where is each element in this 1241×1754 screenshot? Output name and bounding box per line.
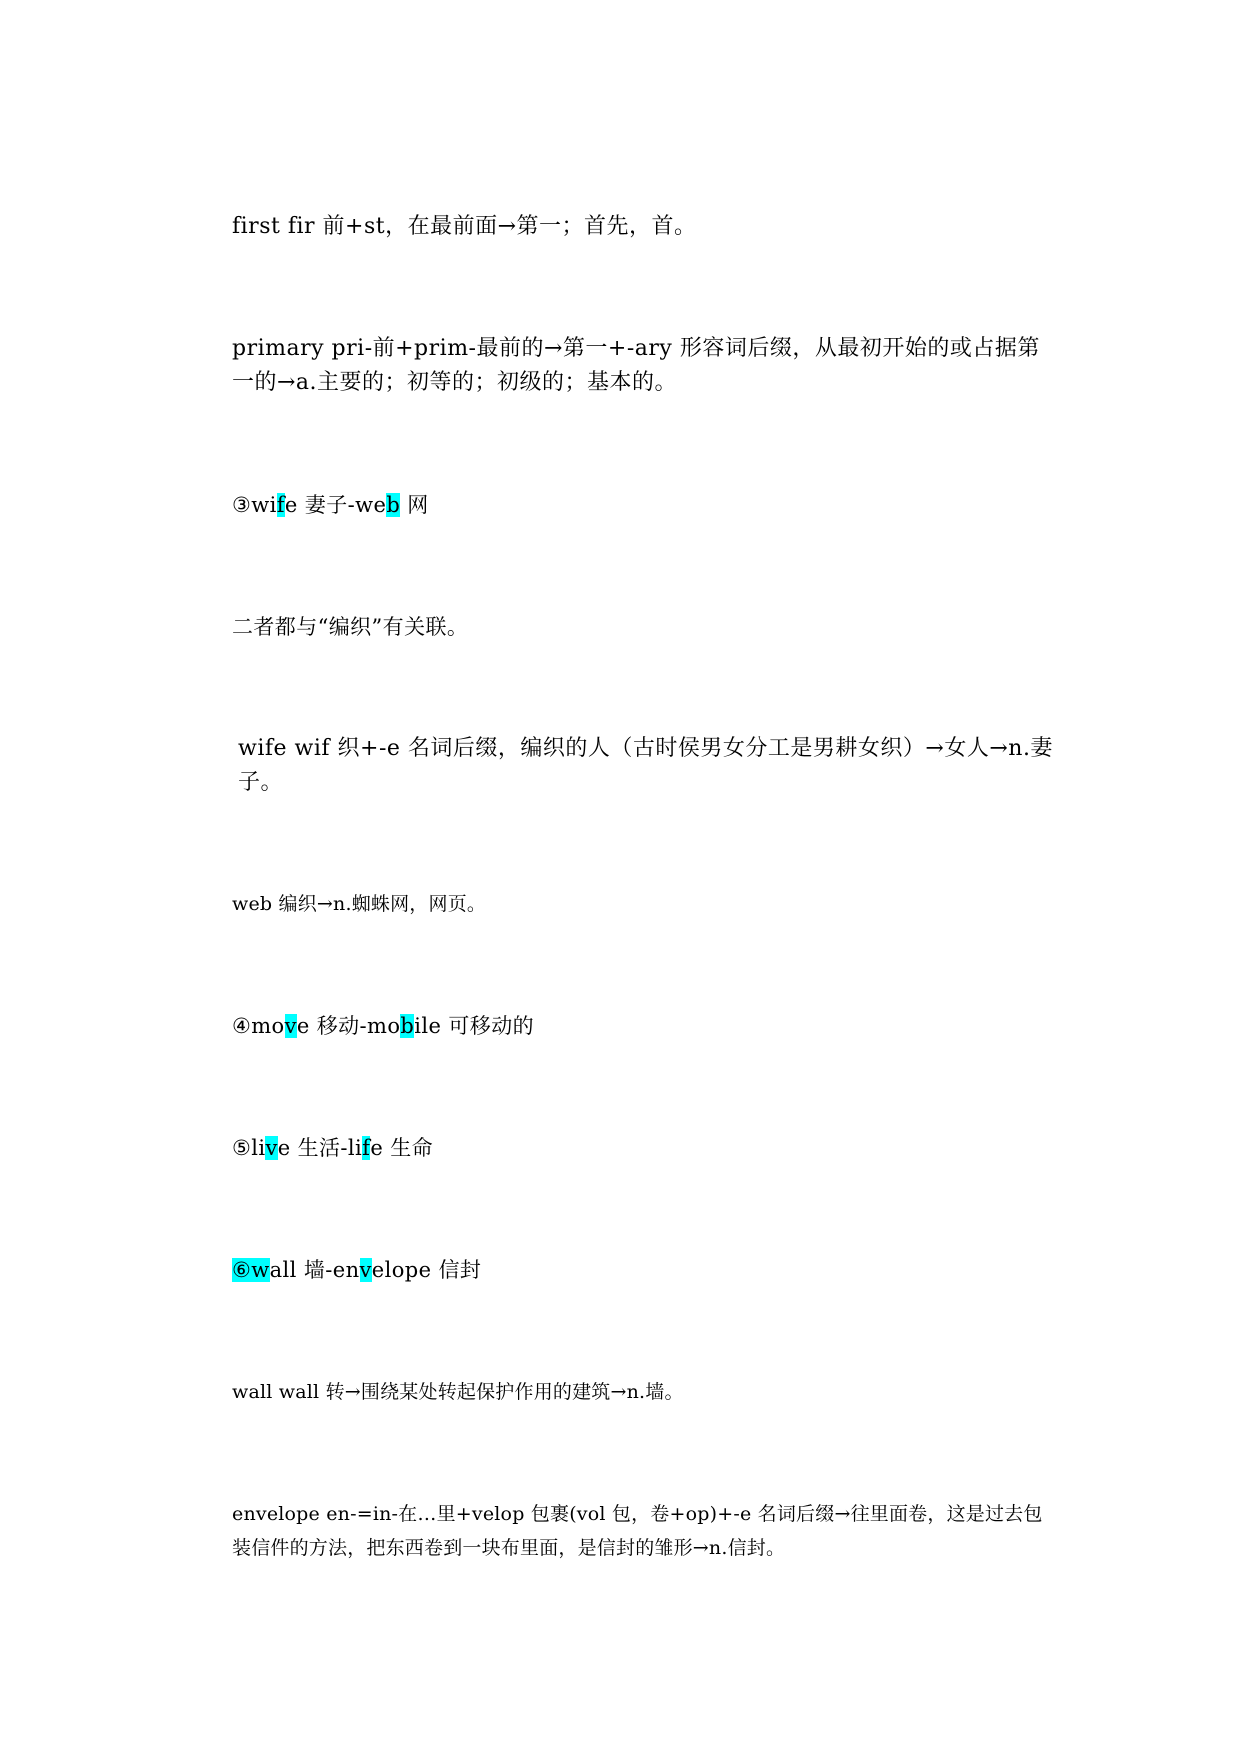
move-text-3: ile 可移动的 [414, 1014, 535, 1038]
highlight-b: b [386, 493, 401, 517]
live-text-1: ⑤li [232, 1136, 266, 1160]
highlight-v: v [265, 1136, 278, 1160]
live-text-3: e 生命 [370, 1136, 434, 1160]
highlight-b: b [400, 1014, 415, 1038]
paragraph-live-life [232, 1131, 1052, 1165]
highlight-circled-six: ⑥ [232, 1258, 252, 1282]
wife-web-text-2: e 妻子-we [284, 493, 387, 517]
paragraph-envelope: envelope en-=in-在…里+velop 包裹(vol 包，卷+op)+-e 名词后缀→往里面卷，这是过去包装信件的方法，把东西卷到一块布里面，是信封的雏形→n.信封。 [232, 1503, 1043, 1559]
paragraph-wife-web [232, 488, 1052, 522]
paragraph-move-mobile [232, 1009, 1052, 1043]
highlight-f: f [276, 493, 285, 517]
paragraph-wall-definition: wall wall 转→围绕某处转起保护作用的建筑→n.墙。 [232, 1381, 684, 1403]
live-text-2: e 生活-li [277, 1136, 363, 1160]
wall-text-1: all 墙-en [269, 1258, 360, 1282]
paragraph-primary: primary pri-前+prim-最前的→第一+-ary 形容词后缀，从最初开始的或占据第一的→a.主要的；初等的；初级的；基本的。 [232, 336, 1040, 395]
paragraph-web: web 编织→n.蜘蛛网，网页。 [232, 893, 487, 915]
move-text-1: ④mo [232, 1014, 285, 1038]
highlight-w: w [251, 1258, 270, 1282]
paragraph-weave: 二者都与“编织”有关联。 [232, 615, 469, 639]
paragraph-wall-envelope [232, 1253, 1052, 1287]
wife-web-text-3: 网 [400, 493, 429, 517]
move-text-2: e 移动-mo [296, 1014, 401, 1038]
highlight-v: v [284, 1014, 297, 1038]
wife-web-text-1: ③wi [232, 493, 277, 517]
wall-text-2: elope 信封 [371, 1258, 482, 1282]
paragraph-first: first fir 前+st，在最前面→第一；首先，首。 [232, 214, 697, 239]
highlight-v: v [359, 1258, 372, 1282]
paragraph-wife: wife wif 织+-e 名词后缀，编织的人（古时侯男女分工是男耕女织）→女人→n.妻子。 [238, 736, 1053, 795]
highlight-f: f [362, 1136, 371, 1160]
